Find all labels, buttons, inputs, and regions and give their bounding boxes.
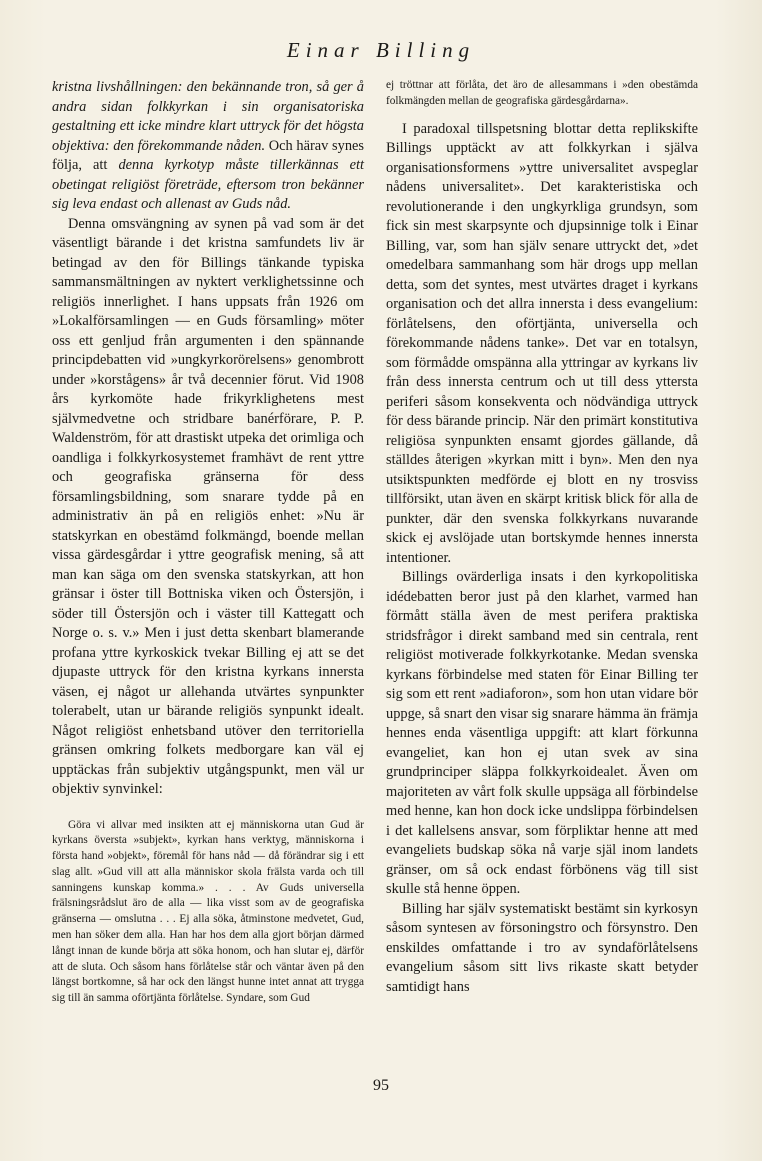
right-paragraph-2: Billings ovärderliga insats i den kyrkopolitiska idédebatten beror just på den klarhet, varmed han förmått ställa även de mest perifera praktiska stridsfrågor i direkt samband med sin centrala, rent religiöst motiverade folkkyrkotanke. Medan svenska kyrkans förbindelse med staten för Einar Billing ter sig som ett rent »adiaforon», som hon utan vidare bör uppge, så snart den visar sig snarare hämma än främja hennes enda väsentliga uppgift: att klart förkunna evangeliet, kan hon ej utan svek av sina grundprinciper släppa folkkyrkoidealet. Även om majoriteten av vårt folk skulle uppsäga all förbindelse med henne, kan hon dock icke undslippa förbindelsen i det kallelsens ansvar, som förpliktar henne att med evangeliets budskap söka nå varje själ inom landets gränser, om så ock endast förbönens väg till sist skulle stå henne öppen. (386, 569, 698, 898)
running-head: Einar Billing (286, 38, 476, 62)
italic-conclusion: denna kyrkotyp måste tillerkännas ett obetingat religiöst företräde, eftersom tron bekänner sig leva endast och allenast av Guds nåd. (52, 157, 364, 212)
page-number: 95 (373, 1077, 389, 1094)
right-paragraph-3: Billing har själv systematiskt bestämt sin kyrkosyn såsom syntesen av försoningstro och försynstro. Den enskildes omfattande i tro av syndaförlåtelsens evangelium såsom sitt livs rikaste skatt betyder samtidigt hans (386, 900, 698, 995)
block-quote: Göra vi allvar med insikten att ej människorna utan Gud är kyrkans översta »subjekt», kyrkan hans verktyg, människorna i första hand »objekt», föremål för hans nåd — då förändrar sig i ett slag allt. »Gud vill att alla människor skola frälsta varda och till sanningens kunskap komma.» . . . Av Guds universella frälsningsrådslut äro de alla — lika visst som av de geografiska gränserna — omslutna . . . Ej alla söka, åtminstone medvetet, Gud, men han söker dem alla. Han har hos dem alla gjort början därmed långt innan de kunde börja att söka honom, och han slutar ej, därför att de sluta. Och såsom hans förlåtelse står och väntar även på den längst bortkomne, så har ock den längst hunne intet annat att trygga sig till än samma oförtjänta förlåtelse. Syndare, som Gud (52, 818, 364, 1005)
opening-continuation: Och härav synes följa, att (52, 137, 364, 173)
italic-opening: kristna livshållningen: den bekännande tron, så ger å andra sidan folkkyrkan i sin organisatoriska gestaltning ett icke mindre klart uttryck för det högsta objektiva: den förekommande nåden. (52, 79, 364, 154)
right-paragraph-1: I paradoxal tillspetsning blottar detta replikskifte Billings upptäckt av att folkkyrkan i själva organisationsformens »yttre universalitet avspeglar nådens universalitet». Det karakteristiska och revolutionerande i den ungkyrkliga grundsyn, som fick sin mest skarpsynte och djupsinnige tolk i Einar Billing, var, som han själv senare uttryckt det, »det omedelbara sammanhang som här drogs upp mellan detta, som det syntes, mest utvärtes draget i kyrkans organisation och det allra innersta i dess evangelium: förlåtelsens, den oförtjänta, universella och förekommande nådens tanke». Det var en totalsyn, som förmådde omspänna alla yttringar av kyrkans liv från dess innersta centrum och ut till dess yttersta periferi såsom konsekventa och nödvändiga uttryck för dess bärande princip. När den primärt konstitutiva religiösa synpunkten ensamt gjordes gällande, då ställdes återigen »kyrkan mitt i byn». Men den nya utsiktspunkten medförde ej blott en ny trosviss tillförsikt, utan även en skärpt kritisk blick för alla de punkter, där den svenska folkkyrkans nuvarande skick ej avslöjade utan bortskymde hennes innersta intentioner. (386, 120, 698, 566)
right-column (386, 78, 698, 997)
block-quote-continuation: ej tröttnar att förlåta, det äro de allesammans i »den obestämda folkmängden mellan de geografiska gärdesgårdarna». (386, 79, 698, 107)
left-column (52, 78, 364, 1007)
left-paragraph-2: Denna omsvängning av synen på vad som är det väsentligt bärande i det kristna samfundets liv är betingad av den för Billings tänkande typiska sammansmältningen av nyktert verklighetssinne och religiös innerlighet. I hans uppsats från 1926 om »Lokalförsamlingen — en Guds församling» möter oss ett genljud från argumenten i den spännande principdebatten vid »ungkyrkorörelsens» genombrott under »korstågens» år två decennier förut. Vid 1908 års kyrkomöte hade frikyrklighetens mest självmedvetne och stridbare banérförare, P. P. Waldenström, för att drastiskt utpeka det orimliga och oandliga i folkkyrkosystemet framhävt de rent yttre och geografiska gränserna för dess församlingsbildning, som snarare tydde på en administrativ än på en religiös enhet: »Nu är statskyrkan en obestämd folkmängd, boende mellan vissa gärdesgårdar i yttre geografisk mening, så att man kan säga om den svenska statskyrkan, att hon gränsar i öster till Bottniska viken och Östersjön, i söder till Östersjön och i väster till Kattegatt och Norge o. s. v.» Men i just detta skenbart blamerande profana yttre kyrkoskick tvekar Billing ej att se det djupaste uttryck för den kristna kyrkans innersta väsen, ej något ur allehanda utvärtes synpunkter tolerabelt, utan ur bärande religiös synpunkt idealt. Något religiöst enhetsband utöver den territoriella gränsen omkring folkets medborgare kan väl ej upptäckas från subjektiv utgångspunkt, men väl ur objektiv synvinkel: (52, 215, 364, 797)
left-paragraph-1 (52, 78, 364, 215)
